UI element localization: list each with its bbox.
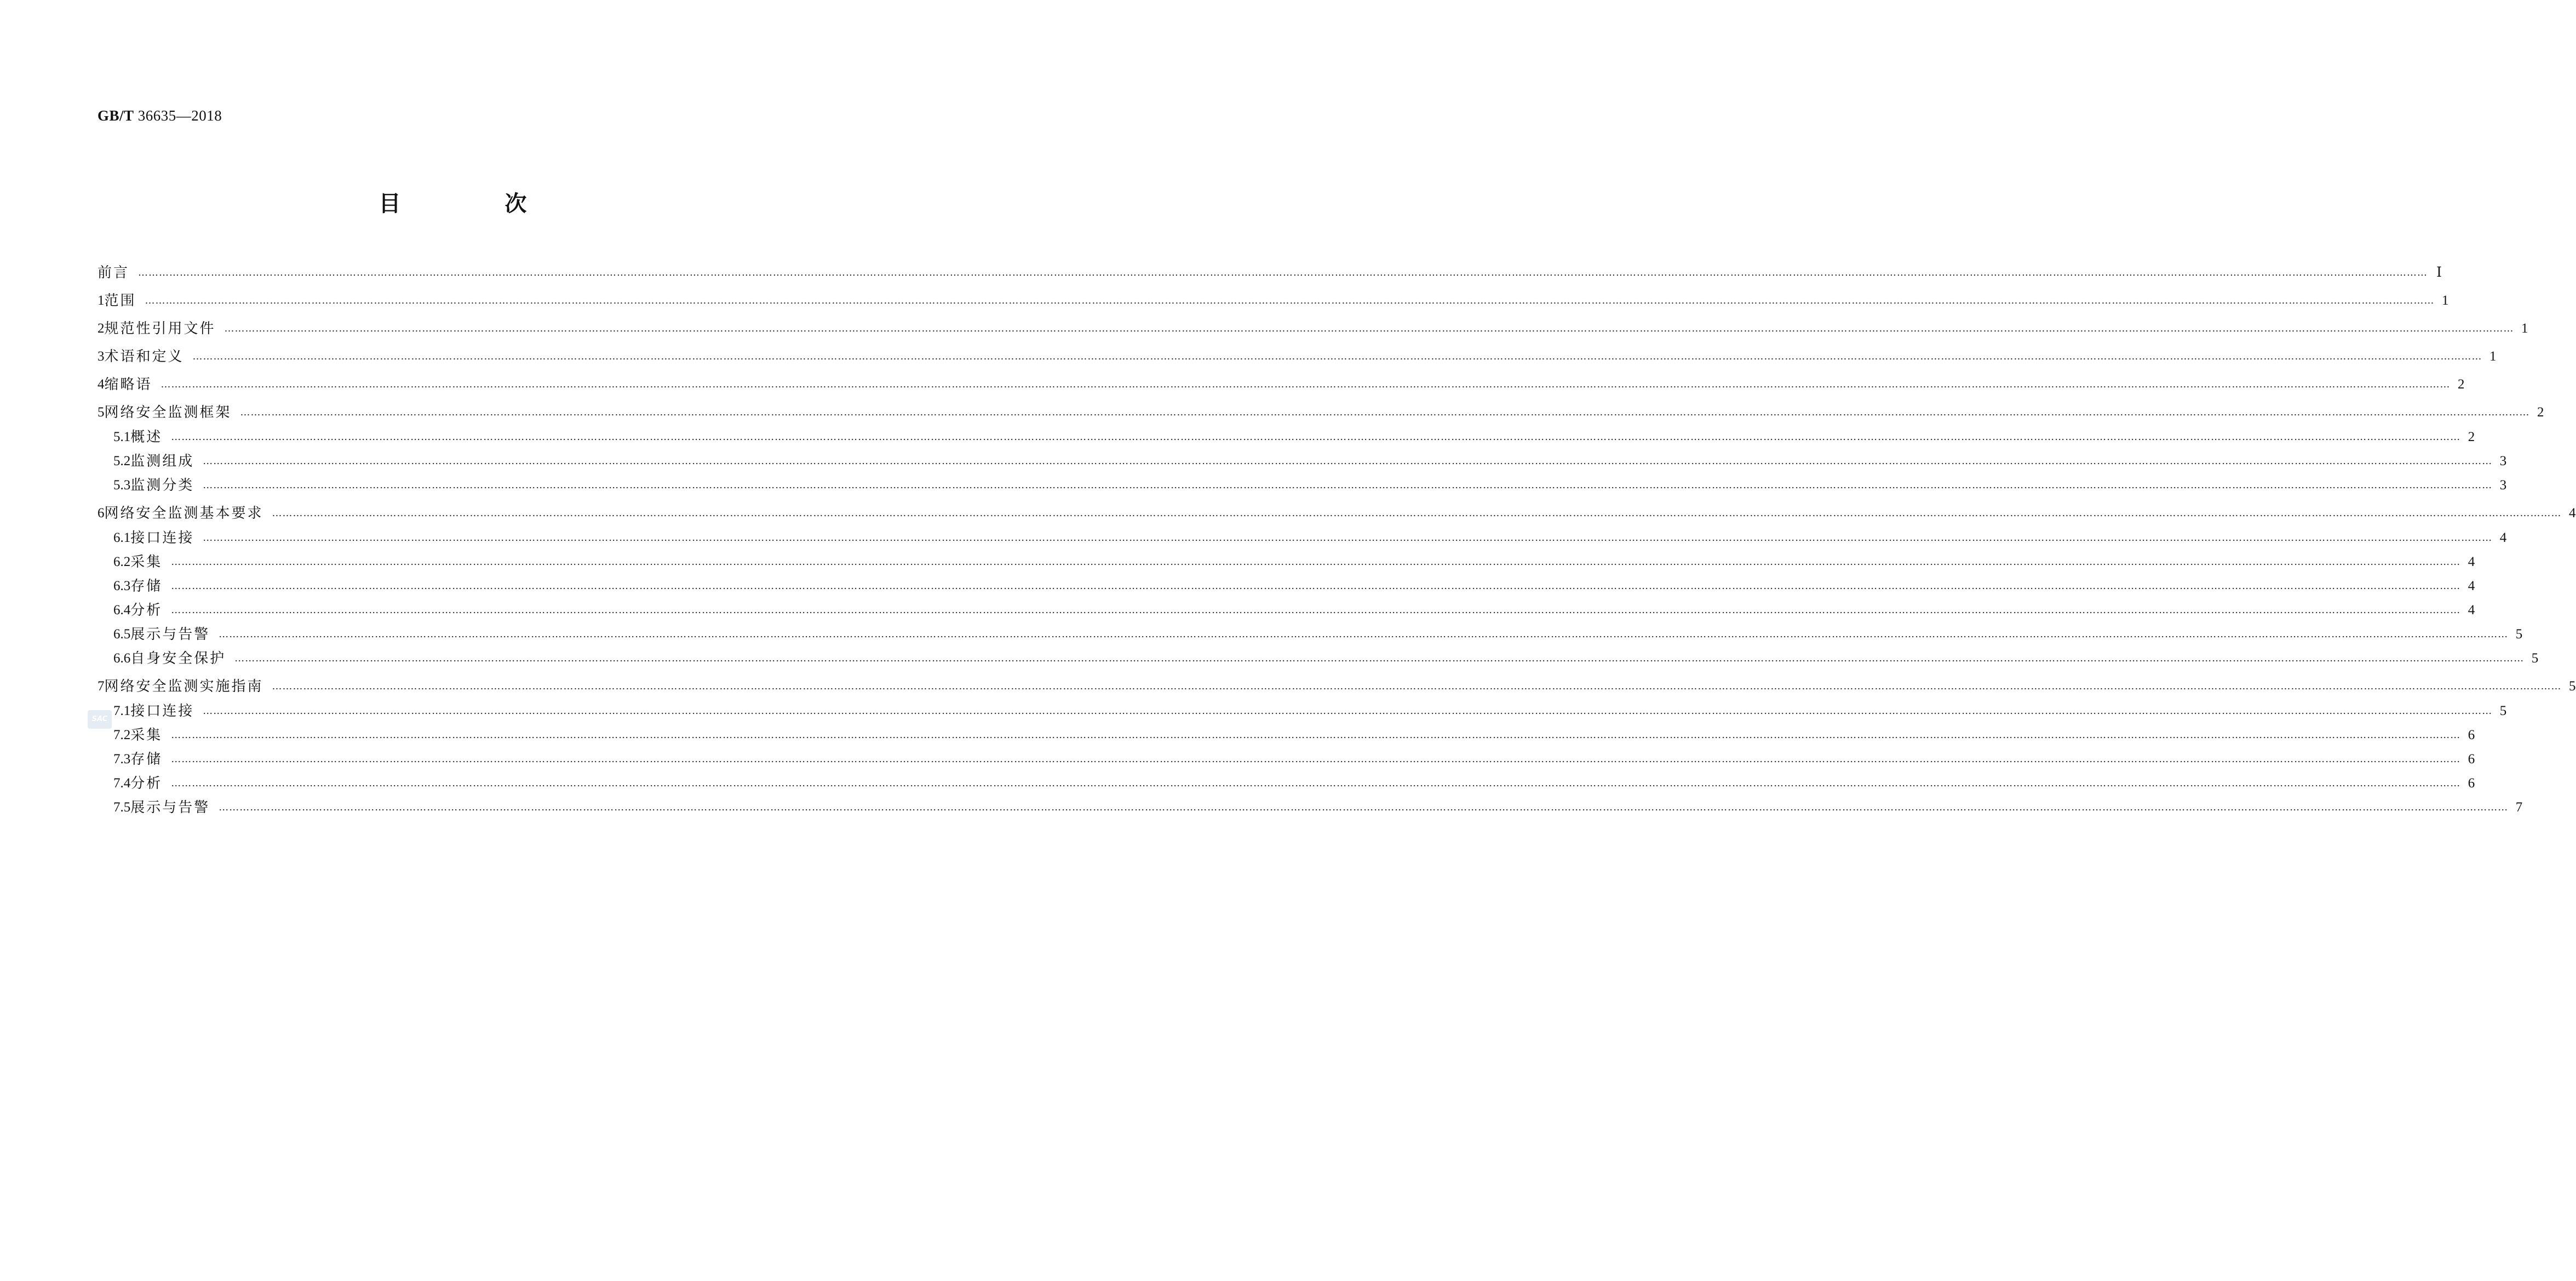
toc-entry-number: 7 <box>97 679 105 694</box>
toc-entry-label: 采集 <box>130 727 163 744</box>
toc-entry <box>97 374 2465 396</box>
toc-dot-leader: ………………………………………………………………………………………………………………………………………………………………………………………………………………………………………………………………………………………………………………………………………………………………………………………………………………………………………………………………………………………………………………………………………………………………………………………………………… <box>171 729 2461 741</box>
toc-dot-leader: ………………………………………………………………………………………………………………………………………………………………………………………………………………………………………………………………………………………………………………………………………………………………………………………………………………………………………………………………………………………………………………………………………………………………………………………………………… <box>138 267 2428 278</box>
toc-entry <box>113 624 2523 645</box>
toc-entry-number: 4 <box>97 377 105 392</box>
toc-entry-label: 分析 <box>130 602 163 619</box>
toc-dot-leader: ………………………………………………………………………………………………………………………………………………………………………………………………………………………………………………………………………………………………………………………………………………………………………………………………………………………………………………………………………………………………………………………………………………………………………………………………………… <box>192 351 2482 362</box>
toc-entry <box>113 700 2507 722</box>
toc-entry-label: 展示与告警 <box>130 626 210 643</box>
toc-dot-leader: ………………………………………………………………………………………………………………………………………………………………………………………………………………………………………………………………………………………………………………………………………………………………………………………………………………………………………………………………………………………………………………………………………………………………………………………………………… <box>203 532 2493 544</box>
toc-entry-page: 4 <box>2569 506 2576 521</box>
toc-dot-leader: ………………………………………………………………………………………………………………………………………………………………………………………………………………………………………………………………………………………………………………………………………………………………………………………………………………………………………………………………………………………………………………………………………………………………………………………………………… <box>234 653 2525 664</box>
toc-entry-page: Ⅰ <box>2436 265 2442 280</box>
toc-entry-page: 6 <box>2468 776 2475 791</box>
toc-entry-label: 展示与告警 <box>130 799 210 816</box>
toc-entry <box>113 575 2475 597</box>
toc-dot-leader: ………………………………………………………………………………………………………………………………………………………………………………………………………………………………………………………………………………………………………………………………………………………………………………………………………………………………………………………………………………………………………………………………………………………………………………………………………… <box>171 777 2461 789</box>
toc-entry <box>97 502 2576 524</box>
toc-entry-number: 5.2 <box>113 454 131 468</box>
toc-entry <box>113 426 2475 448</box>
toc-title: 目 次 <box>378 191 575 216</box>
toc-entry-number: 2 <box>97 321 105 336</box>
toc-entry-number: 3 <box>97 349 105 364</box>
toc-entry-page: 1 <box>2489 349 2497 364</box>
toc-entry <box>113 748 2475 770</box>
toc-entry-label: 缩略语 <box>104 376 152 393</box>
toc-entry-page: 2 <box>2458 377 2465 392</box>
sac-watermark-logo <box>88 710 112 729</box>
toc-entry-label: 术语和定义 <box>104 348 184 365</box>
toc-entry <box>113 797 2523 819</box>
toc-entry-number: 7.5 <box>113 800 131 815</box>
toc-dot-leader: ………………………………………………………………………………………………………………………………………………………………………………………………………………………………………………………………………………………………………………………………………………………………………………………………………………………………………………………………………………………………………………………………………………………………………………………………………… <box>171 431 2461 443</box>
toc-entry-label: 网络安全监测框架 <box>104 404 232 421</box>
toc-entry-page: 4 <box>2468 554 2475 569</box>
toc-entry-number: 6.1 <box>113 530 131 545</box>
toc-entry <box>113 551 2475 573</box>
toc-entry-page: 1 <box>2442 293 2449 308</box>
toc-entry-page: 5 <box>2515 627 2523 642</box>
toc-entry-number: 6.5 <box>113 627 131 642</box>
toc-entry-page: 4 <box>2468 579 2475 593</box>
toc-entry-label: 自身安全保护 <box>130 650 226 667</box>
toc-entry-page: 4 <box>2468 603 2475 617</box>
toc-entry-page: 1 <box>2521 321 2528 336</box>
toc-entry-label: 接口连接 <box>130 703 194 719</box>
toc-entry-page: 5 <box>2531 651 2539 666</box>
toc-entry <box>113 450 2507 472</box>
toc-entry-label: 分析 <box>130 775 163 792</box>
toc-entry-label: 存储 <box>130 751 163 768</box>
toc-entry-label: 范围 <box>104 293 136 309</box>
toc-dot-leader: ………………………………………………………………………………………………………………………………………………………………………………………………………………………………………………………………………………………………………………………………………………………………………………………………………………………………………………………………………………………………………………………………………………………………………………………………………… <box>145 295 2435 306</box>
toc-entry-page: 4 <box>2499 530 2507 545</box>
toc-entry-number: 7.4 <box>113 776 131 791</box>
toc-entry-page: 3 <box>2499 454 2507 468</box>
toc-entry-number: 6.6 <box>113 651 131 666</box>
toc-entry <box>113 724 2475 746</box>
toc-entry <box>97 346 2497 368</box>
toc-entry <box>113 474 2507 496</box>
toc-entry-number: 5.3 <box>113 478 131 493</box>
toc-entry-number: 7.1 <box>113 704 131 718</box>
toc-entry-label: 网络安全监测基本要求 <box>104 505 263 522</box>
toc-entry-page: 6 <box>2468 752 2475 767</box>
toc-dot-leader: ………………………………………………………………………………………………………………………………………………………………………………………………………………………………………………………………………………………………………………………………………………………………………………………………………………………………………………………………………………………………………………………………………………………………………………………………………… <box>224 323 2514 334</box>
toc-dot-leader: ………………………………………………………………………………………………………………………………………………………………………………………………………………………………………………………………………………………………………………………………………………………………………………………………………………………………………………………………………………………………………………………………………………………………………………………………………… <box>240 407 2530 418</box>
document-code-prefix: GB/T <box>97 107 134 124</box>
toc-entry-label: 概述 <box>130 429 163 445</box>
toc-entry-label: 监测组成 <box>130 453 194 470</box>
toc-entry-number: 7.2 <box>113 728 131 742</box>
toc-entry-number: 7.3 <box>113 752 131 767</box>
sac-watermark-text: SAC <box>91 715 108 723</box>
toc-entry <box>113 599 2475 621</box>
toc-dot-leader: ………………………………………………………………………………………………………………………………………………………………………………………………………………………………………………………………………………………………………………………………………………………………………………………………………………………………………………………………………………………………………………………………………………………………………………………………………… <box>171 753 2461 765</box>
toc-entry-number: 6 <box>97 506 105 521</box>
toc-entry <box>97 290 2449 312</box>
toc-entry-number: 1 <box>97 293 105 308</box>
toc-entry-number: 6.4 <box>113 603 131 617</box>
toc-dot-leader: ………………………………………………………………………………………………………………………………………………………………………………………………………………………………………………………………………………………………………………………………………………………………………………………………………………………………………………………………………………………………………………………………………………………………………………………………………… <box>272 507 2562 519</box>
toc-dot-leader: ………………………………………………………………………………………………………………………………………………………………………………………………………………………………………………………………………………………………………………………………………………………………………………………………………………………………………………………………………………………………………………………………………………………………………………………………………… <box>171 580 2461 592</box>
toc-entry-page: 7 <box>2515 800 2523 815</box>
toc-entry <box>113 773 2475 794</box>
toc-dot-leader: ………………………………………………………………………………………………………………………………………………………………………………………………………………………………………………………………………………………………………………………………………………………………………………………………………………………………………………………………………………………………………………………………………………………………………………………………………… <box>219 628 2509 640</box>
toc-entry-label: 监测分类 <box>130 477 194 494</box>
toc-entry-label: 存储 <box>130 578 163 594</box>
toc-entry-label: 网络安全监测实施指南 <box>104 678 263 695</box>
toc-entry-number: 5 <box>97 405 105 420</box>
toc-dot-leader: ………………………………………………………………………………………………………………………………………………………………………………………………………………………………………………………………………………………………………………………………………………………………………………………………………………………………………………………………………………………………………………………………………………………………………………………………………… <box>219 802 2509 813</box>
toc-dot-leader: ………………………………………………………………………………………………………………………………………………………………………………………………………………………………………………………………………………………………………………………………………………………………………………………………………………………………………………………………………………………………………………………………………………………………………………………………………… <box>171 556 2461 568</box>
toc-entry-page: 5 <box>2499 704 2507 718</box>
toc-entry-page: 5 <box>2569 679 2576 694</box>
toc-entry-label: 接口连接 <box>130 530 194 546</box>
toc-entry-page: 6 <box>2468 728 2475 742</box>
toc-entry-page: 2 <box>2537 405 2544 420</box>
toc-entry-page: 2 <box>2468 430 2475 444</box>
toc-dot-leader: ………………………………………………………………………………………………………………………………………………………………………………………………………………………………………………………………………………………………………………………………………………………………………………………………………………………………………………………………………………………………………………………………………………………………………………………………………… <box>203 705 2493 717</box>
toc-entry-label: 采集 <box>130 554 163 570</box>
toc-entry-label: 前言 <box>97 265 130 281</box>
toc-entry <box>113 527 2507 549</box>
document-code-number: 36635—2018 <box>137 107 222 124</box>
toc-entry-page: 3 <box>2499 478 2507 493</box>
toc-entry-label: 规范性引用文件 <box>104 321 216 337</box>
toc-entry <box>97 402 2544 424</box>
toc-entry <box>97 318 2528 340</box>
toc-entry-number: 6.3 <box>113 579 131 593</box>
toc-entry <box>113 648 2539 670</box>
toc-dot-leader: ………………………………………………………………………………………………………………………………………………………………………………………………………………………………………………………………………………………………………………………………………………………………………………………………………………………………………………………………………………………………………………………………………………………………………………………………………… <box>160 379 2451 390</box>
toc-entry <box>97 262 2442 284</box>
toc-entry-number: 5.1 <box>113 430 131 444</box>
toc-dot-leader: ………………………………………………………………………………………………………………………………………………………………………………………………………………………………………………………………………………………………………………………………………………………………………………………………………………………………………………………………………………………………………………………………………………………………………………………………………… <box>203 479 2493 491</box>
toc-dot-leader: ………………………………………………………………………………………………………………………………………………………………………………………………………………………………………………………………………………………………………………………………………………………………………………………………………………………………………………………………………………………………………………………………………………………………………………………………………… <box>272 680 2562 692</box>
toc-dot-leader: ………………………………………………………………………………………………………………………………………………………………………………………………………………………………………………………………………………………………………………………………………………………………………………………………………………………………………………………………………………………………………………………………………………………………………………………………………… <box>171 604 2461 616</box>
toc-entry-number: 6.2 <box>113 554 131 569</box>
toc-dot-leader: ………………………………………………………………………………………………………………………………………………………………………………………………………………………………………………………………………………………………………………………………………………………………………………………………………………………………………………………………………………………………………………………………………………………………………………………………………… <box>203 455 2493 467</box>
toc-entry <box>97 676 2576 697</box>
